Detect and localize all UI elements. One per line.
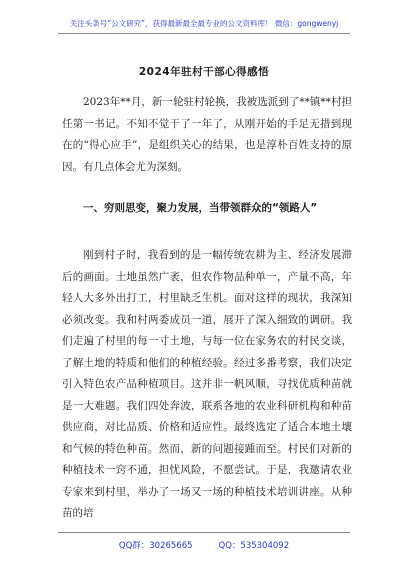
section-heading: 一、穷则思变，聚力发展，当带领群众的“领路人”	[83, 202, 318, 214]
header-promo-text: 关注头条号“公文研究”，获得最新最全最专业的公文资料库！ 微信：gongwenyj	[69, 19, 339, 28]
page-footer	[0, 539, 408, 551]
document-title: 2024年驻村干部心得感悟	[138, 66, 270, 78]
paragraph-text: 2023年**月，新一轮驻村轮换，我被选派到了**镇**村担任第一书记。不知不觉干了一年了，从刚开始的手足无措到现在的“得心应手”，是组织关心的结果，也是淳朴百姓支持的原因。有几点体会尤为深刻。	[62, 96, 352, 173]
paragraph-body	[62, 245, 352, 525]
paragraph-intro	[62, 92, 352, 178]
footer-qq-group: QQ群：30265665	[118, 541, 193, 551]
footer-qq-contact: QQ：535304092	[218, 541, 290, 551]
paragraph-text: 刚到村子时，我看到的是一幅传统农耕为主、经济发展滞后的画面。土地虽然广袤，但农作物品种单一，产量不高，年轻人大多外出打工，村里缺乏生机。面对这样的现状，我深知必须改变。我和村两委成员一道，展开了深入细致的调研。我们走遍了村里的每一寸土地，与每一位在家务农的村民交谈，了解土地的特质和他们的种植经验。经过多番考察，我们决定引入特色农产品种植项目。这并非一帆风顺，寻找优质种苗就是一大难题。我们四处奔波，联系各地的农业科研机构和种苗供应商，对比品质、价格和适应性。最终选定了适合本地土壤和气候的特色种苗。然而，新的问题接踵而至。村民们对新的种植技术一窍不通，担忧风险，不愿尝试。于是，我邀请农业专家来到村里，举办了一场又一场的种植技术培训讲座。从种苗的培	[62, 249, 352, 519]
footer-divider	[58, 532, 350, 533]
header-divider	[58, 33, 350, 34]
